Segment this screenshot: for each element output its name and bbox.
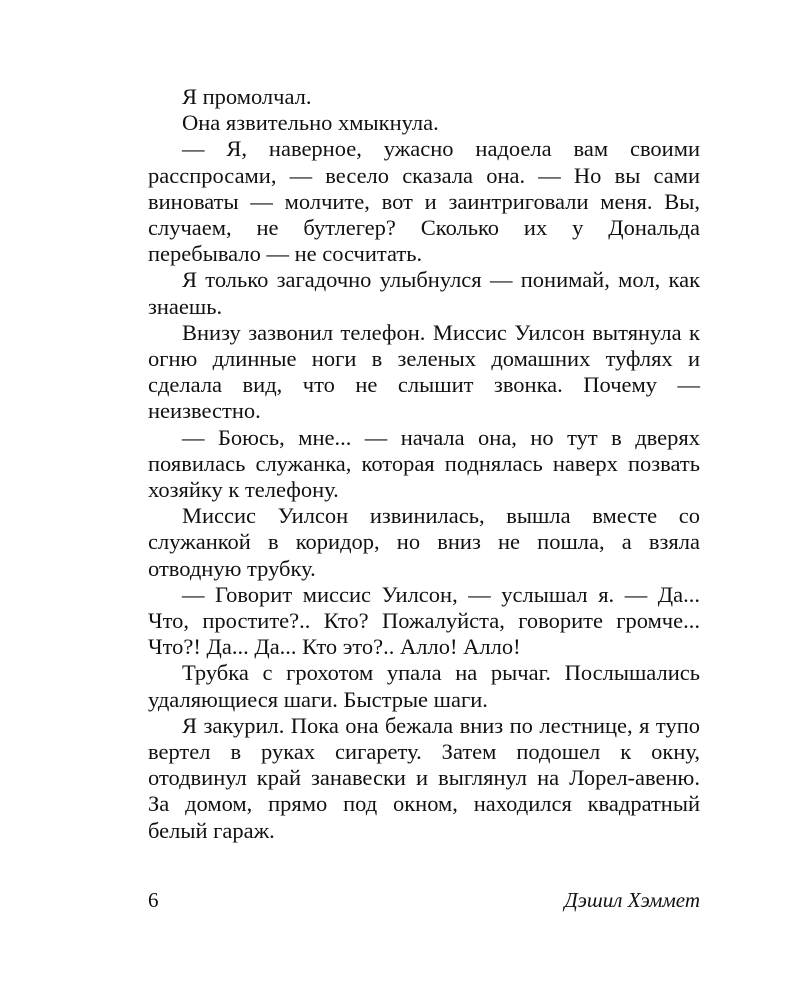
paragraph: — Я, наверное, ужасно надоела вам своими расспросами, — весело сказала она. — Но вы сами виноваты — молчите, вот и заинтриговали меня. Вы, случаем, не бутлегер? Сколько их у Дональда перебывало — не сосчитать. — [148, 136, 700, 267]
paragraph: Я промолчал. — [182, 84, 312, 109]
paragraph: Трубка с грохотом упала на рычаг. Послышались удаляющиеся шаги. Быстрые шаги. — [148, 660, 700, 712]
page-footer — [148, 886, 700, 916]
paragraph: — Боюсь, мне... — начала она, но тут в дверях появилась служанка, которая поднялась наверх позвать хозяйку к телефону. — [148, 424, 700, 503]
page-number: 6 — [148, 888, 159, 912]
running-author: Дэшил Хэммет — [564, 888, 700, 912]
paragraph: Внизу зазвонил телефон. Миссис Уилсон вытянула к огню длинные ноги в зеленых домашних туфлях и сделала вид, что не слышит звонка. Почему — неизвестно. — [148, 319, 700, 424]
book-page — [148, 84, 700, 844]
paragraph: — Говорит миссис Уилсон, — услышал я. — Да... Что, простите?.. Кто? Пожалуйста, говорите громче... Что?! Да... Да... Кто это?.. Алло! Алло! — [148, 581, 700, 660]
text-body — [148, 84, 700, 844]
paragraph: Она язвительно хмыкнула. — [182, 110, 439, 136]
paragraph: Миссис Уилсон извинилась, вышла вместе со служанкой в коридор, но вниз не пошла, а взяла отводную трубку. — [148, 503, 700, 581]
paragraph: Я только загадочно улыбнулся — понимай, мол, как знаешь. — [148, 267, 700, 319]
paragraph: Я закурил. Пока она бежала вниз по лестнице, я тупо вертел в руках сигарету. Затем подошел к окну, отодвинул край занавески и выглянул на Лорел-авеню. За домом, прямо под окном, находился квадратный белый гараж. — [148, 712, 700, 843]
